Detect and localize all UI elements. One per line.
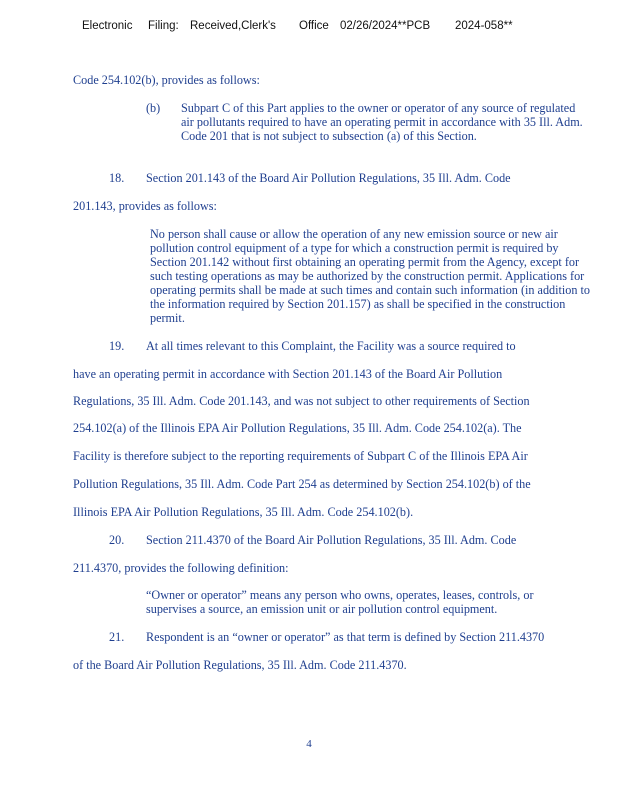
paragraph-18-text: 201.143, provides as follows: xyxy=(73,199,217,213)
paragraph-number: 18. xyxy=(109,171,125,185)
paragraph-20-text: 211.4370, provides the following definition: xyxy=(73,561,289,575)
header-electronic: Electronic xyxy=(82,20,133,32)
section-201-143-quote: No person shall cause or allow the operation of any new emission source or new air pollution control equipment of a type for which a construction permit is required by Section 201.142 without first obtaining an operating permit from the Agency, except for such testing operations as may be authorized by the construction permit. Applications for operating permits shall be made at such times and contain such information (in addition to the information required by Section 201.157) as shall be specified in the construction permit. xyxy=(150,227,590,325)
paragraph-19-text: Pollution Regulations, 35 Ill. Adm. Code Part 254 as determined by Section 254.102(b) of the xyxy=(73,477,531,491)
text-line: Code 254.102(b), provides as follows: xyxy=(73,73,260,87)
paragraph-21-text: Respondent is an “owner or operator” as that term is defined by Section 211.4370 xyxy=(146,630,545,644)
page-number: 4 xyxy=(306,738,312,750)
paragraph-21-text: of the Board Air Pollution Regulations, 35 Ill. Adm. Code 211.4370. xyxy=(73,658,407,672)
paragraph-19-text: Illinois EPA Air Pollution Regulations, 35 Ill. Adm. Code 254.102(b). xyxy=(73,505,414,519)
paragraph-number: 21. xyxy=(109,630,125,644)
subsection-b-quote: Subpart C of this Part applies to the owner or operator of any source of regulated air pollutants required to have an operating permit in accordance with 35 Ill. Adm. Code 201 that is not subject to subsection (a) of this Section. xyxy=(181,101,583,143)
header-filing: Filing: xyxy=(148,20,179,32)
paragraph-19-text: Regulations, 35 Ill. Adm. Code 201.143, and was not subject to other requirements of Section xyxy=(73,394,530,408)
header-case-number: 2024-058** xyxy=(455,20,513,32)
paragraph-number: 20. xyxy=(109,533,125,547)
paragraph-19-text: have an operating permit in accordance with Section 201.143 of the Board Air Pollution xyxy=(73,367,503,381)
header-office: Office xyxy=(299,20,329,32)
filing-stamp-header xyxy=(0,20,618,38)
owner-operator-definition-quote: “Owner or operator” means any person who owns, operates, leases, controls, or supervises a source, an emission unit or air pollution control equipment. xyxy=(146,588,534,616)
paragraph-18-text: Section 201.143 of the Board Air Pollution Regulations, 35 Ill. Adm. Code xyxy=(146,171,511,185)
paragraph-19-text: Facility is therefore subject to the reporting requirements of Subpart C of the Illinois EPA Air xyxy=(73,449,528,463)
header-date: 02/26/2024**PCB xyxy=(340,20,431,32)
paragraph-number: 19. xyxy=(109,339,125,353)
header-received: Received,Clerk's xyxy=(190,20,276,32)
paragraph-20-text: Section 211.4370 of the Board Air Pollution Regulations, 35 Ill. Adm. Code xyxy=(146,533,517,547)
paragraph-19-text: At all times relevant to this Complaint, the Facility was a source required to xyxy=(146,339,516,353)
paragraph-19-text: 254.102(a) of the Illinois EPA Air Pollution Regulations, 35 Ill. Adm. Code 254.102(a). The xyxy=(73,421,522,435)
subsection-marker: (b) xyxy=(146,101,161,115)
